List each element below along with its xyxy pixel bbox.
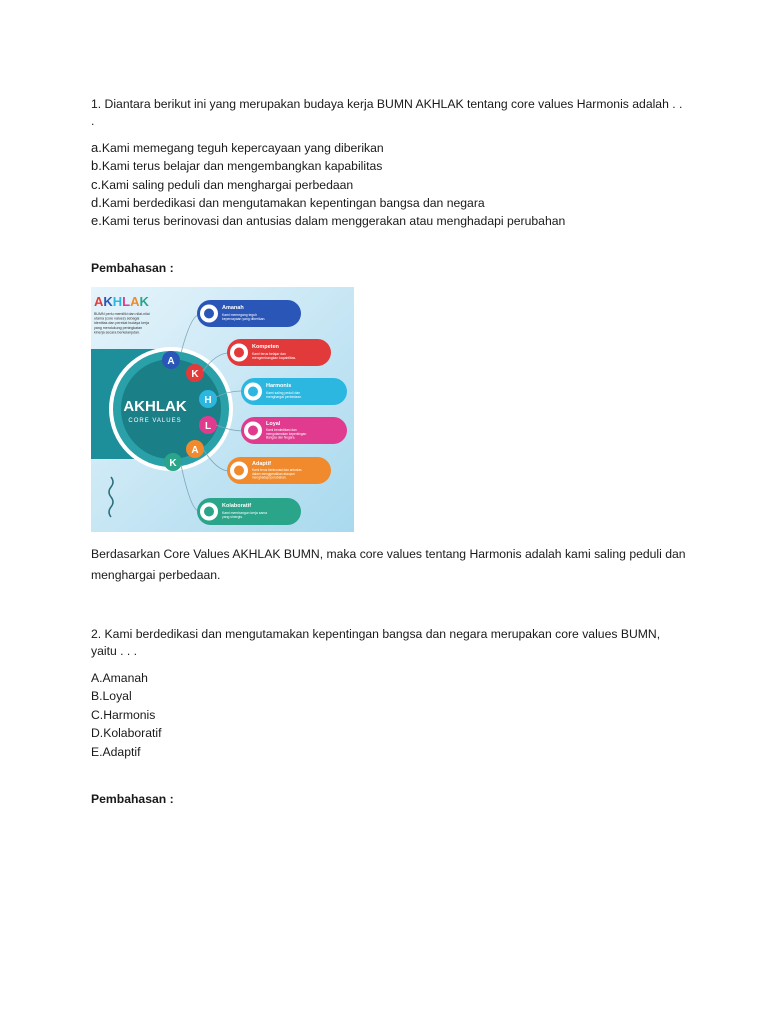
value-name: Adaptif: [252, 461, 271, 467]
question-2-text: 2. Kami berdedikasi dan mengutamakan kepentingan bangsa dan negara merupakan core values BUMN,: [91, 627, 661, 641]
ring-letter: K: [169, 458, 177, 469]
ring-letter: A: [167, 356, 175, 367]
circle-title: AKHLAK: [123, 398, 187, 415]
ring-letter: A: [191, 445, 199, 456]
q2-option-b: B.Loyal: [91, 689, 132, 703]
option-letter: d.: [91, 195, 102, 210]
value-desc: Kami membangun kerja sama yang sinergis.: [222, 511, 268, 519]
value-pill-loyal: [241, 417, 347, 444]
value-name: Amanah: [222, 305, 244, 311]
ring-letter: H: [204, 395, 212, 406]
value-desc: Kami memegang teguh kepercayaan yang diberikan.: [222, 313, 266, 321]
value-name: Kolaboratif: [222, 503, 252, 509]
question-2-text-cont: yaitu . . .: [91, 644, 138, 658]
question-1-text: 1. Diantara berikut ini yang merupakan budaya kerja BUMN AKHLAK tentang core values Harmonis adalah . .: [91, 97, 683, 111]
option-letter: b.: [91, 158, 102, 173]
value-desc: Kami saling peduli dan menghargai perbedaan.: [266, 391, 303, 399]
value-desc: Kami terus belajar dan mengembangkan kapabilitas.: [252, 352, 297, 360]
value-name: Loyal: [266, 421, 281, 427]
q1-option-e: [91, 212, 565, 230]
q1-option-c: [91, 176, 353, 194]
option-text: Kami terus berinovasi dan antusias dalam menggerakan atau menghadapi perubahan: [101, 214, 566, 228]
value-pill-adaptif: [227, 457, 331, 484]
q1-answer-line-1: Berdasarkan Core Values AKHLAK BUMN, maka core values tentang Harmonis adalah kami saling peduli dan: [91, 547, 686, 561]
value-name: Kompeten: [252, 344, 279, 350]
question-1-text-cont: .: [91, 114, 95, 128]
intro-text: BUMN perlu memiliki dan nilai-nilai utama (core values) sebagai identitas dan perekat budaya kerja yang mendukung peningkatan kinerja secara berkelanjutan.: [94, 312, 150, 335]
option-text: Kami saling peduli dan menghargai perbedaan: [101, 178, 354, 192]
q1-option-a: [91, 139, 384, 157]
option-text: Kami terus belajar dan mengembangkan kapabilitas: [101, 159, 383, 173]
value-pill-kompeten: [227, 339, 331, 366]
circle-subtitle: CORE VALUES: [128, 418, 182, 424]
option-text: Kami berdedikasi dan mengutamakan kepentingan bangsa dan negara: [101, 196, 485, 210]
value-pill-amanah: [197, 300, 301, 327]
value-pill-kolaboratif: [197, 498, 301, 525]
q1-option-d: [91, 194, 485, 212]
value-desc: Kami berdedikasi dan mengutamakan kepentingan Bangsa dan Negara.: [266, 428, 307, 440]
q2-option-d: D.Kolaboratif: [91, 726, 162, 740]
option-letter: a.: [91, 140, 102, 155]
ring-letter: L: [204, 421, 212, 432]
q1-answer-line-2: menghargai perbedaan.: [91, 568, 221, 582]
option-text: Kami memegang teguh kepercayaan yang diberikan: [101, 141, 384, 155]
q2-option-e: E.Adaptif: [91, 745, 141, 759]
option-letter: e.: [91, 213, 102, 228]
ring-letter: K: [191, 369, 199, 380]
value-desc: Kami terus berinovasi dan antusias dalam menggerakkan ataupun menghadapi perubahan.: [252, 468, 302, 480]
q2-option-a: A.Amanah: [91, 671, 148, 685]
q2-discussion-heading: Pembahasan :: [91, 792, 174, 806]
q2-option-c: C.Harmonis: [91, 708, 156, 722]
value-pill-harmonis: [241, 378, 347, 405]
q1-discussion-heading: Pembahasan :: [91, 261, 174, 275]
q1-option-b: [91, 157, 382, 175]
akhlak-infographic: [91, 287, 354, 532]
value-name: Harmonis: [266, 383, 292, 389]
akhlak-logo: AKHLAK: [94, 294, 149, 309]
option-letter: c.: [91, 177, 102, 192]
